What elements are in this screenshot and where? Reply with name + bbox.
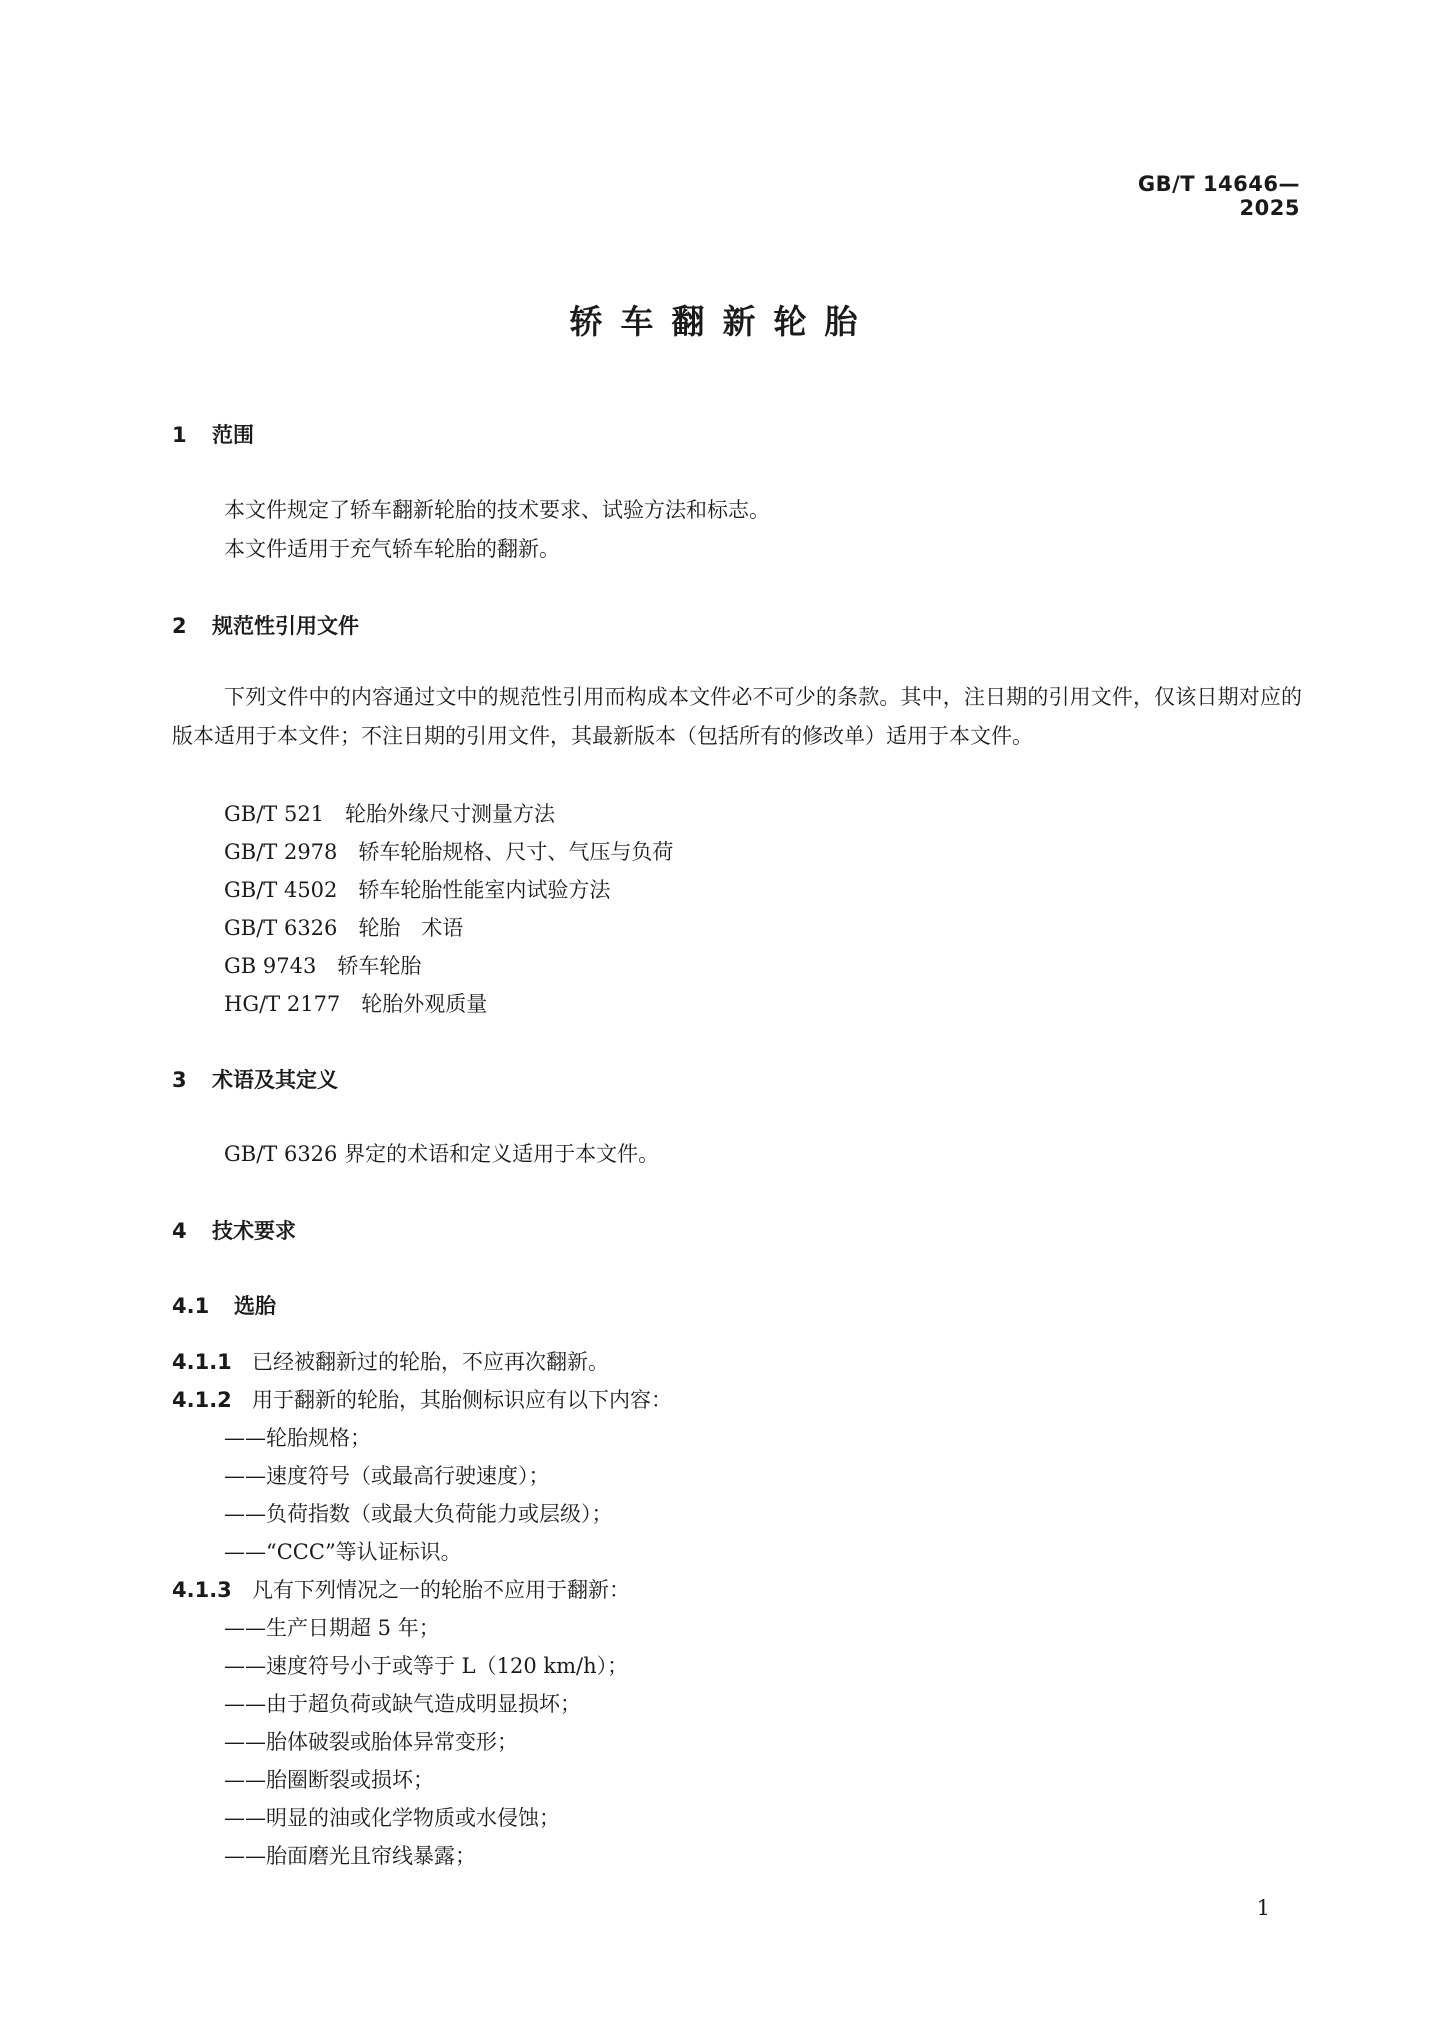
list-item: ——轮胎规格； bbox=[224, 1426, 371, 1450]
subsection-title: 选胎 bbox=[234, 1294, 276, 1318]
clause-text: 用于翻新的轮胎，其胎侧标识应有以下内容： bbox=[252, 1388, 672, 1412]
document-title: 轿车翻新轮胎 bbox=[569, 302, 876, 341]
list-item: ——胎圈断裂或损坏； bbox=[224, 1768, 434, 1792]
list-item: ——明显的油或化学物质或水侵蚀； bbox=[224, 1806, 560, 1830]
subsection-number: 4.1 bbox=[172, 1294, 210, 1318]
clause-number: 4.1.3 bbox=[172, 1578, 232, 1602]
section-2-intro-paragraph: 下列文件中的内容通过文中的规范性引用而构成本文件必不可少的条款。其中，注日期的引用文件，仅该日期对应的版本适用于本文件；不注日期的引用文件，其最新版本（包括所有的修改单）适用于本文件。 bbox=[172, 685, 1302, 748]
clause-4-1-2 bbox=[172, 1384, 672, 1414]
reference-item: GB/T 6326 轮胎 术语 bbox=[224, 916, 464, 940]
clause-number: 4.1.2 bbox=[172, 1388, 232, 1412]
section-1-heading bbox=[172, 419, 254, 449]
list-item: ——胎体破裂或胎体异常变形； bbox=[224, 1730, 518, 1754]
list-item: ——生产日期超 5 年； bbox=[224, 1616, 440, 1640]
reference-item: GB 9743 轿车轮胎 bbox=[224, 954, 422, 978]
list-item: ——由于超负荷或缺气造成明显损坏； bbox=[224, 1692, 581, 1716]
section-1-paragraph-2: 本文件适用于充气轿车轮胎的翻新。 bbox=[224, 537, 560, 561]
clause-number: 4.1.1 bbox=[172, 1350, 232, 1374]
section-number: 2 bbox=[172, 614, 187, 638]
section-title: 术语及其定义 bbox=[212, 1068, 338, 1092]
clause-text: 已经被翻新过的轮胎，不应再次翻新。 bbox=[252, 1350, 609, 1374]
section-number: 4 bbox=[172, 1219, 187, 1243]
list-item: ——“CCC”等认证标识。 bbox=[224, 1540, 462, 1564]
reference-item: GB/T 4502 轿车轮胎性能室内试验方法 bbox=[224, 878, 611, 902]
section-3-heading bbox=[172, 1064, 338, 1094]
reference-item: GB/T 2978 轿车轮胎规格、尺寸、气压与负荷 bbox=[224, 840, 674, 864]
reference-item: HG/T 2177 轮胎外观质量 bbox=[224, 992, 488, 1016]
clause-4-1-1 bbox=[172, 1346, 609, 1376]
section-title: 规范性引用文件 bbox=[212, 614, 359, 638]
section-title: 范围 bbox=[212, 423, 254, 447]
clause-text: 凡有下列情况之一的轮胎不应用于翻新： bbox=[252, 1578, 630, 1602]
list-item: ——胎面磨光且帘线暴露； bbox=[224, 1844, 476, 1868]
section-1-paragraph-1: 本文件规定了轿车翻新轮胎的技术要求、试验方法和标志。 bbox=[224, 498, 770, 522]
list-item: ——速度符号小于或等于 L（120 km/h）； bbox=[224, 1654, 629, 1678]
section-4-heading bbox=[172, 1215, 296, 1245]
clause-4-1-3 bbox=[172, 1574, 630, 1604]
list-item: ——负荷指数（或最大负荷能力或层级）； bbox=[224, 1502, 613, 1526]
section-3-paragraph: GB/T 6326 界定的术语和定义适用于本文件。 bbox=[224, 1142, 660, 1166]
reference-item: GB/T 521 轮胎外缘尺寸测量方法 bbox=[224, 802, 556, 826]
list-item: ——速度符号（或最高行驶速度）； bbox=[224, 1464, 550, 1488]
section-number: 1 bbox=[172, 423, 187, 447]
section-title: 技术要求 bbox=[212, 1219, 296, 1243]
standard-code: GB/T 14646—2025 bbox=[1137, 172, 1300, 220]
page-number: 1 bbox=[1256, 1896, 1270, 1920]
section-number: 3 bbox=[172, 1068, 187, 1092]
subsection-4-1-heading bbox=[172, 1290, 276, 1320]
section-2-heading bbox=[172, 610, 359, 640]
